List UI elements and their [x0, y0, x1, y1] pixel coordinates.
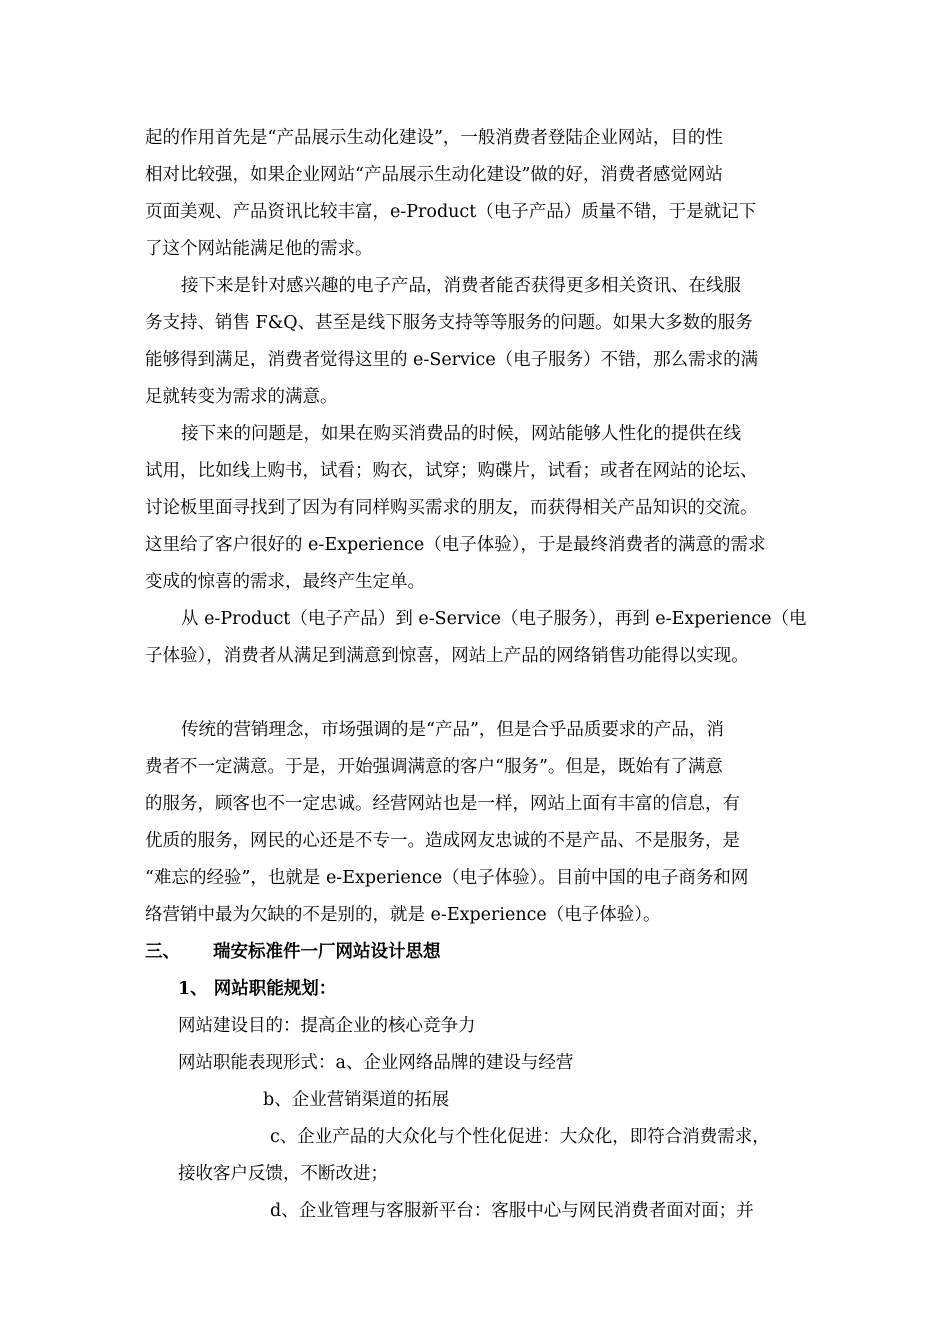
paragraph-line: 能够得到满足，消费者觉得这里的 e-Service（电子服务）不错，那么需求的满 [145, 350, 759, 370]
paragraph-line: 讨论板里面寻找到了因为有同样购买需求的朋友，而获得相关产品知识的交流。 [145, 498, 758, 518]
paragraph-line: 网站建设目的：提高企业的核心竞争力 [178, 1016, 476, 1036]
paragraph-line: 相对比较强，如果企业网站“产品展示生动化建设”做的好，消费者感觉网站 [145, 165, 723, 185]
subsection-heading: 1、 网站职能规划： [178, 979, 337, 999]
paragraph-line: 变成的惊喜的需求，最终产生定单。 [145, 572, 425, 592]
paragraph-line: 务支持、销售 F&Q、甚至是线下服务支持等等服务的问题。如果大多数的服务 [145, 313, 753, 333]
section-heading: 瑞安标准件一厂网站设计思想 [213, 942, 441, 962]
paragraph-line: 接下来是针对感兴趣的电子产品，消费者能否获得更多相关资讯、在线服 [181, 276, 741, 296]
section-number: 三、 [145, 942, 180, 962]
paragraph-line: 试用，比如线上购书，试看；购衣，试穿；购碟片，试看；或者在网站的论坛、 [145, 461, 758, 481]
paragraph-line: 传统的营销理念，市场强调的是“产品”，但是合乎品质要求的产品，消 [181, 720, 724, 740]
paragraph-line: 了这个网站能满足他的需求。 [145, 239, 373, 259]
paragraph-line: 接收客户反馈，不断改进； [178, 1164, 388, 1184]
paragraph-line: 接下来的问题是，如果在购买消费品的时候，网站能够人性化的提供在线 [181, 424, 741, 444]
list-item: b、企业营销渠道的拓展 [263, 1090, 450, 1110]
list-item: c、企业产品的大众化与个性化促进：大众化，即符合消费需求， [270, 1127, 770, 1147]
paragraph-line: 页面美观、产品资讯比较丰富，e-Product（电子产品）质量不错，于是就记下 [145, 202, 757, 222]
paragraph-line: 足就转变为需求的满意。 [145, 387, 338, 407]
paragraph-line: 络营销中最为欠缺的不是别的，就是 e-Experience（电子体验）。 [145, 905, 661, 925]
paragraph-line: 这里给了客户很好的 e-Experience（电子体验），于是最终消费者的满意的需求 [145, 535, 766, 555]
paragraph-line: “难忘的经验”，也就是 e-Experience（电子体验）。目前中国的电子商务和网 [145, 868, 749, 888]
list-item: d、企业管理与客服新平台：客服中心与网民消费者面对面；并 [270, 1201, 754, 1221]
paragraph-line: 从 e-Product（电子产品）到 e-Service（电子服务），再到 e-Experience（电 [181, 609, 807, 629]
paragraph-line: 优质的服务，网民的心还是不专一。造成网友忠诚的不是产品、不是服务，是 [145, 831, 740, 851]
paragraph-line: 费者不一定满意。于是，开始强调满意的客户“服务”。但是，既始有了满意 [145, 757, 723, 777]
paragraph-line: 起的作用首先是“产品展示生动化建设”，一般消费者登陆企业网站，目的性 [145, 128, 723, 148]
paragraph-line: 网站职能表现形式：a、企业网络品牌的建设与经营 [178, 1053, 574, 1073]
paragraph-line: 的服务，顾客也不一定忠诚。经营网站也是一样，网站上面有丰富的信息，有 [145, 794, 740, 814]
paragraph-line: 子体验），消费者从满足到满意到惊喜，网站上产品的网络销售功能得以实现。 [145, 646, 749, 666]
